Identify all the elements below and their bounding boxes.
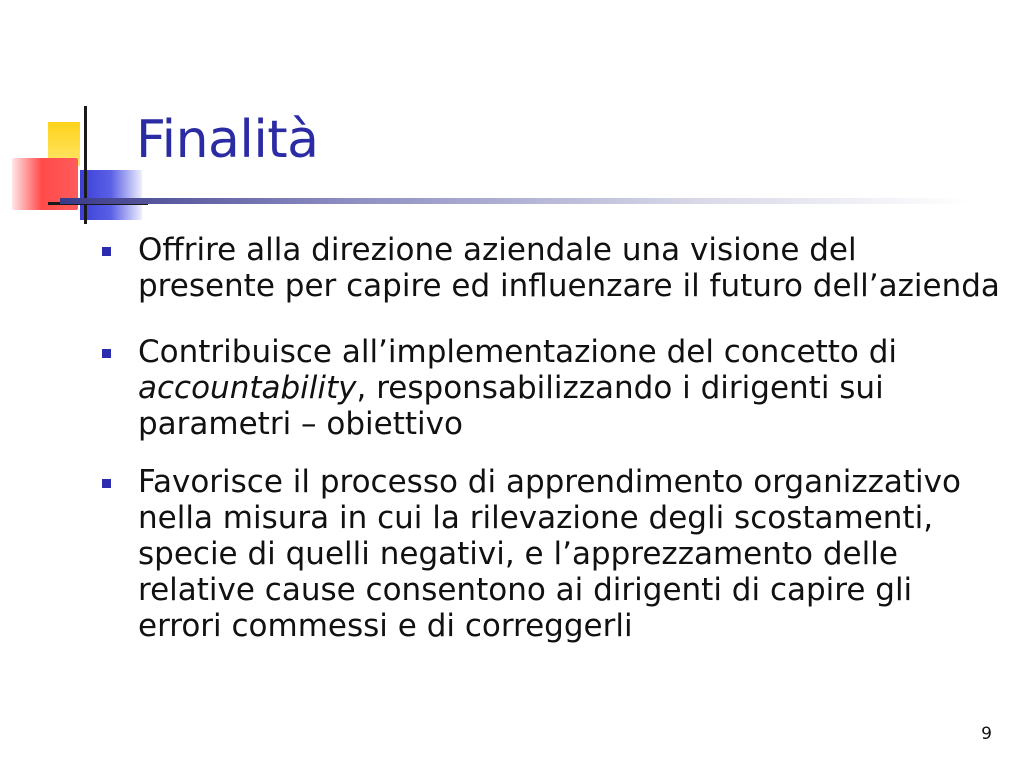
bullet-text-3: Favorisce il processo di apprendimento organizzativo nella misura in cui la rilevazione degli scostamenti, specie di quelli negativi, e l’apprezzamento delle relative cause consentono ai dirigenti di capire gli errori commessi e di correggerli <box>138 464 961 644</box>
square-bullet-icon <box>102 349 111 358</box>
page-number: 9 <box>981 724 992 744</box>
logo-vertical-line <box>84 106 87 224</box>
bullet-list <box>100 232 1000 674</box>
slide-title: Finalità <box>136 110 319 170</box>
bullet-item-3 <box>100 464 1000 644</box>
title-underline-rule <box>60 198 970 204</box>
decorative-squares-logo <box>0 100 150 230</box>
square-bullet-icon <box>102 479 111 488</box>
square-bullet-icon <box>102 247 111 256</box>
bullet-text-2-before: Contribuisce all’implementazione del concetto di <box>138 334 897 370</box>
bullet-item-2 <box>100 334 1000 442</box>
blue-square <box>80 170 142 220</box>
bullet-text-1: Offrire alla direzione aziendale una visione del presente per capire ed influenzare il futuro dell’azienda <box>138 232 1000 304</box>
bullet-item-1 <box>100 232 1000 304</box>
bullet-text-2-emphasis: accountability <box>138 370 357 406</box>
bullet-text-2-after: , responsabilizzando i dirigenti sui parametri – obiettivo <box>138 370 884 442</box>
